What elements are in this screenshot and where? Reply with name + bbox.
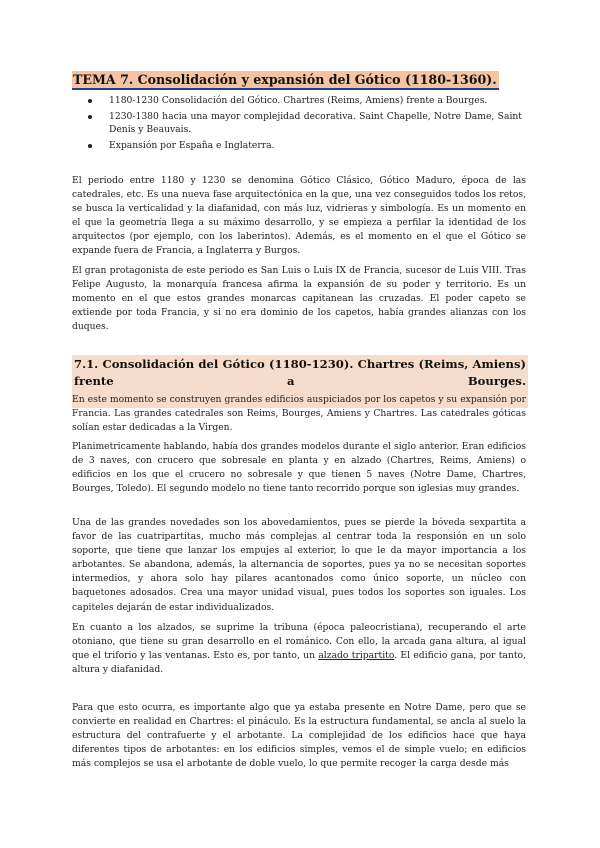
page-title: TEMA 7. Consolidación y expansión del Gótico (1180-1360). xyxy=(72,71,499,90)
alzado-text-start: En cuanto a los alzados, se suprime la tribuna (época paleocristiana), recuperando el arte otoniano, que tiene su gran desarrollo en el románico. Con ello, la arcada gana altura, al igual que el triforio y las ventanas. Esto es, por tanto, un xyxy=(72,622,526,662)
alzado-tripartito-link[interactable]: alzado tripartito xyxy=(318,650,395,662)
body-paragraph: Para que esto ocurra, es importante algo que ya estaba presente en Notre Dame, pero que se convierte en realidad en Chartres: el pináculo. Es la estructura fundamental, se ancla al suelo la estructura del contrafuerte y el arbotante. La complejidad de los edificios hace que haya diferentes tipos de arbotantes: en los edificios simples, vemos el de simple vuelo; en edificios más complejos se usa el arbotante de doble vuelo, lo que permite recoger la carga desde más xyxy=(72,702,526,770)
bullet-item: Expansión por España e Inglaterra. xyxy=(72,139,522,153)
body-paragraph: En este momento se construyen grandes edificios auspiciados por los capetos y su expansión por Francia. Las grandes catedrales son Reims, Bourges, Amiens y Chartres. Las catedrales góticas solían estar dedicadas a la Virgen. xyxy=(72,394,526,434)
intro-paragraph: El gran protagonista de este periodo es San Luis o Luis IX de Francia, sucesor de Luis VIII. Tras Felipe Augusto, la monarquía francesa afirma la expansión de su poder y territorio. Es un momento en el que estos grandes monarcas capitanean las cruzadas. El poder capeto se extiende por toda Francia, y si no era dominio de los capetos, había grandes alianzas con los duques. xyxy=(72,265,526,333)
topic-bullet-list xyxy=(72,94,522,155)
bullet-item: 1180-1230 Consolidación del Gótico. Chartres (Reims, Amiens) frente a Bourges. xyxy=(72,94,522,108)
body-paragraph: Planimetricamente hablando, había dos grandes modelos durante el siglo anterior. Eran edificios de 3 naves, con crucero que sobresale en planta y en alzado (Chartres, Reims, Amiens) o edificios en los que el crucero no sobresale y que tienen 5 naves (Notre Dame, Chartres, Bourges, Toledo). El segundo modelo no tiene tanto recorrido porque son iglesias muy grandes. xyxy=(72,441,526,495)
intro-paragraph: El periodo entre 1180 y 1230 se denomina Gótico Clásico, Gótico Maduro, época de las catedrales, etc. Es una nueva fase arquitectónica en la que, una vez conseguidos todos los retos, se busca la verticalidad y la diafanidad, con más luz, vidrieras y simbología. Es un momento en el que la geometría llega a su máximo desarrollo, y se empieza a perfilar la identidad de los arquitectos (por ejemplo, con los laberintos). Además, es el momento en el que el Gótico se expande fuera de Francia, a Inglaterra y Burgos. xyxy=(72,175,526,257)
body-paragraph: Una de las grandes novedades son los abovedamientos, pues se pierde la bóveda sexpartita a favor de las cuatripartitas, mucho más complejas al centrar toda la responsión en un solo soporte, que tiene que lanzar los empujes al exterior, lo que le da mayor importancia a los arbotantes. Se abandona, además, la alternancia de soportes, pues ya no se necesitan soportes intermedios, y ahora solo hay pilares acantonados como único soporte, un núcleo con baquetones adosados. Crea una mayor unidad visual, pues todos los soportes son iguales. Los capiteles dejarán de estar individualizados. xyxy=(72,517,526,613)
alzado-paragraph xyxy=(72,621,526,677)
alzado-text-end: . El edificio gana, por tanto, altura y diafanidad. xyxy=(72,650,526,676)
section-heading: 7.1. Consolidación del Gótico (1180-1230). Chartres (Reims, Amiens) frente a Bourges. xyxy=(72,355,528,408)
bullet-item: 1230-1380 hacia una mayor complejidad decorativa. Saint Chapelle, Notre Dame, Saint Denis y Beauvais. xyxy=(72,110,522,137)
